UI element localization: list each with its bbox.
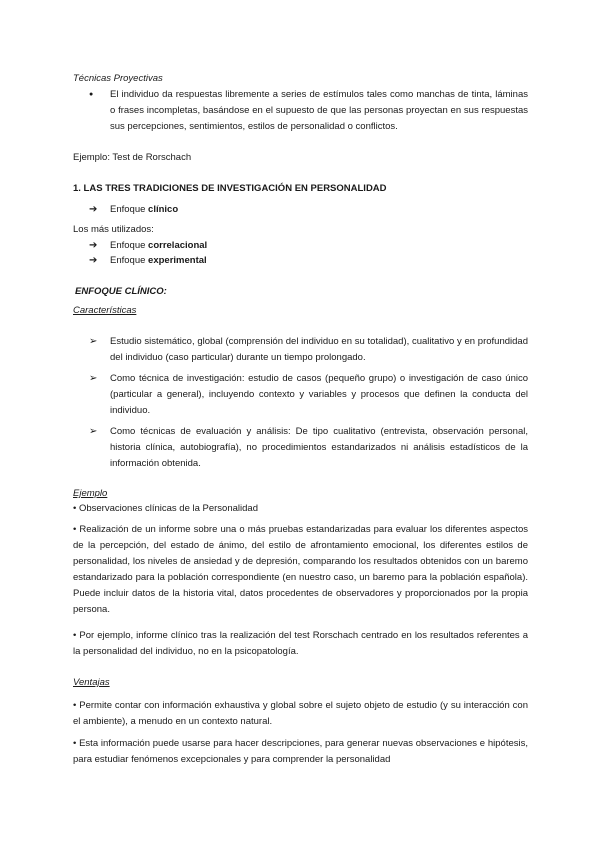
example-item: • Realización de un informe sobre una o más pruebas estandarizadas para evaluar los diferentes aspectos de la percepción, del estado de ánimo, del estilo de afrontamiento emocional, los diferentes estilos de personalidad, los niveles de ansiedad y de depresión, comparando los resultados obtenidos con un baremo estandarizado para la población correspondiente (en nuestro caso, un baremo para la población española). Puede incluir datos de la historia vital, datos procedentes de observadores y proporcionados por la propia persona. xyxy=(73,524,528,615)
characteristic-item xyxy=(73,424,528,474)
chevron-bullet-icon: ➢ xyxy=(89,336,98,347)
arrow-icon: ➔ xyxy=(89,240,98,251)
example-heading: Ejemplo xyxy=(73,488,108,499)
example-item: • Por ejemplo, informe clínico tras la realización del test Rorschach centrado en los resultados referentes a la personalidad del individuo, no en la psicopatología. xyxy=(73,630,528,657)
approach-label: Enfoque clínico xyxy=(110,204,179,215)
most-used-label: Los más utilizados: xyxy=(73,224,154,235)
advantage-item: • Permite contar con información exhaustiva y global sobre el sujeto objeto de estudio (y su interacción con el ambiente), a menudo en un contexto natural. xyxy=(73,700,528,727)
example-rorschach: Ejemplo: Test de Rorschach xyxy=(73,152,192,163)
chevron-bullet-icon: ➢ xyxy=(89,373,98,384)
chevron-bullet-icon: ➢ xyxy=(89,426,98,437)
advantage-item: • Esta información puede usarse para hacer descripciones, para generar nuevas observaciones e hipótesis, para estudiar fenómenos excepcionales y para comprender la personalidad xyxy=(73,738,528,765)
bullet-dot-icon: ● xyxy=(89,91,94,98)
characteristics-heading: Características xyxy=(73,305,137,316)
advantages-heading: Ventajas xyxy=(73,677,110,688)
projective-bullet-text: El individuo da respuestas libremente a series de estímulos tales como manchas de tinta, láminas o frases incompletas, basándose en el supuesto de que las personas proyectan en sus respuestas sus percepciones, sentimientos, estilos de personalidad o conflictos. xyxy=(110,89,528,132)
projective-techniques-title: Técnicas Proyectivas xyxy=(73,73,163,84)
characteristic-text: Como técnicas de evaluación y análisis: De tipo cualitativo (entrevista, observación personal, historia clínica, autobiografía), no procedimientos estandarizados ni análisis estadísticos de la información obtenida. xyxy=(110,426,528,469)
approach-label: Enfoque correlacional xyxy=(110,240,208,251)
approach-label: Enfoque experimental xyxy=(110,255,207,266)
projective-bullet xyxy=(73,87,528,137)
arrow-icon: ➔ xyxy=(89,255,98,266)
characteristic-text: Como técnica de investigación: estudio de casos (pequeño grupo) o investigación de caso único (particular a general), incluyendo contexto y variables y procesos que definen la conducta del individuo. xyxy=(110,373,528,416)
characteristic-item xyxy=(73,371,528,421)
characteristic-item xyxy=(73,334,528,368)
arrow-icon: ➔ xyxy=(89,204,98,215)
clinical-approach-heading: ENFOQUE CLÍNICO: xyxy=(75,286,167,297)
example-item: • Observaciones clínicas de la Personalidad xyxy=(73,503,258,514)
characteristic-text: Estudio sistemático, global (comprensión del individuo en su totalidad), cualitativo y en profundidad del individuo (caso particular) durante un tiempo prolongado. xyxy=(110,336,528,363)
section-heading-traditions: 1. LAS TRES TRADICIONES DE INVESTIGACIÓN EN PERSONALIDAD xyxy=(73,183,387,194)
